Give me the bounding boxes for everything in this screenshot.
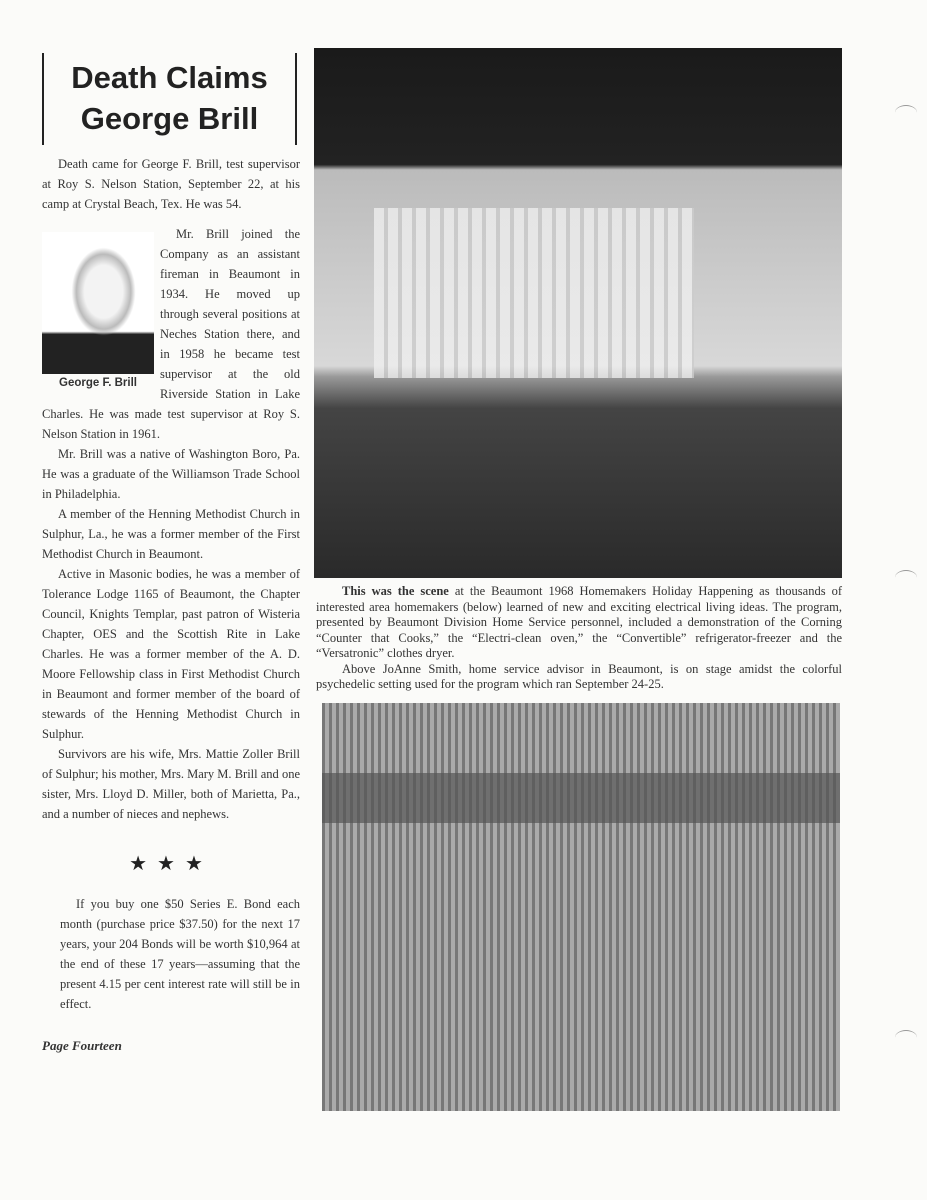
binder-hole-mark (895, 105, 917, 120)
portrait-photo (42, 232, 154, 392)
bond-note: If you buy one $50 Series E. Bond each month (purchase price $37.50) for the next 17 years, your 204 Bonds will be worth $10,964 at the end of these 17 years—assuming that the present 4.15 per cent interest rate will still be in effect. (60, 897, 300, 1011)
audience-photo (322, 703, 840, 1111)
photo-caption (316, 584, 842, 693)
star-divider: ★★★ (129, 853, 213, 875)
binder-hole-mark (895, 570, 917, 585)
caption-bold-lead: This was the scene (342, 584, 449, 598)
obituary-paragraph: Mr. Brill joined the Company as an assistant fireman in Beaumont in 1934. He moved up through several positions at Neches Station there, and in 1958 he became test supervisor at the old Riverside Station in Lake Charles. He was made test supervisor at Roy S. Nelson Station in 1961. (42, 227, 300, 441)
caption-text-2: Above JoAnne Smith, home service advisor in Beaumont, is on stage amidst the colorful psychedelic setting used for the program which ran September 24-25. (316, 661, 842, 691)
obituary-column (42, 154, 300, 1056)
binder-hole-mark (895, 1030, 917, 1045)
obituary-paragraph: Active in Masonic bodies, he was a member of Tolerance Lodge 1165 of Beaumont, the Chapter Council, Knights Templar, past patron of Wisteria Chapter, OES and the Scottish Rite in Lake Charles. He was a former member of the A. D. Moore Fellowship class in First Methodist Church in Beaumont and former member of the board of stewards of the Henning Methodist Church in Sulphur. (42, 567, 300, 741)
balcony-rail (322, 773, 840, 823)
stage-set (374, 208, 694, 378)
obituary-lead: Death came for George F. Brill, test supervisor at Roy S. Nelson Station, September 22, at his camp at Crystal Beach, Tex. He was 54. (42, 157, 300, 211)
stage-photo (314, 48, 842, 578)
page-number: Page Fourteen (42, 1038, 122, 1053)
obituary-paragraph: A member of the Henning Methodist Church in Sulphur, La., he was a former member of the First Methodist Church in Beaumont. (42, 507, 300, 561)
headline-line-1: Death Claims (71, 60, 268, 95)
obituary-paragraph: Mr. Brill was a native of Washington Boro, Pa. He was a graduate of the Williamson Trade School in Philadelphia. (42, 447, 300, 501)
portrait-image (42, 232, 154, 374)
obituary-paragraph: Survivors are his wife, Mrs. Mattie Zoller Brill of Sulphur; his mother, Mrs. Mary M. Brill and one sister, Mrs. Lloyd D. Miller, both of Marietta, Pa., and a number of nieces and nephews. (42, 747, 300, 821)
headline-line-2: George Brill (80, 101, 259, 136)
headline-box (42, 53, 297, 145)
caption-text-1: at the Beaumont 1968 Homemakers Holiday Happening as thousands of interested area homemakers (below) learned of new and exciting electrical living ideas. The program, presented by Beaumont Division Home Service personnel, included a demonstration of the Corning “Counter that Cooks,” the “Electri-clean oven,” the “Convertible” refrigerator-freezer and the “Versatronic” clothes dryer. (316, 584, 842, 660)
portrait-caption: George F. Brill (59, 377, 137, 389)
caption-and-audience (316, 584, 842, 1111)
